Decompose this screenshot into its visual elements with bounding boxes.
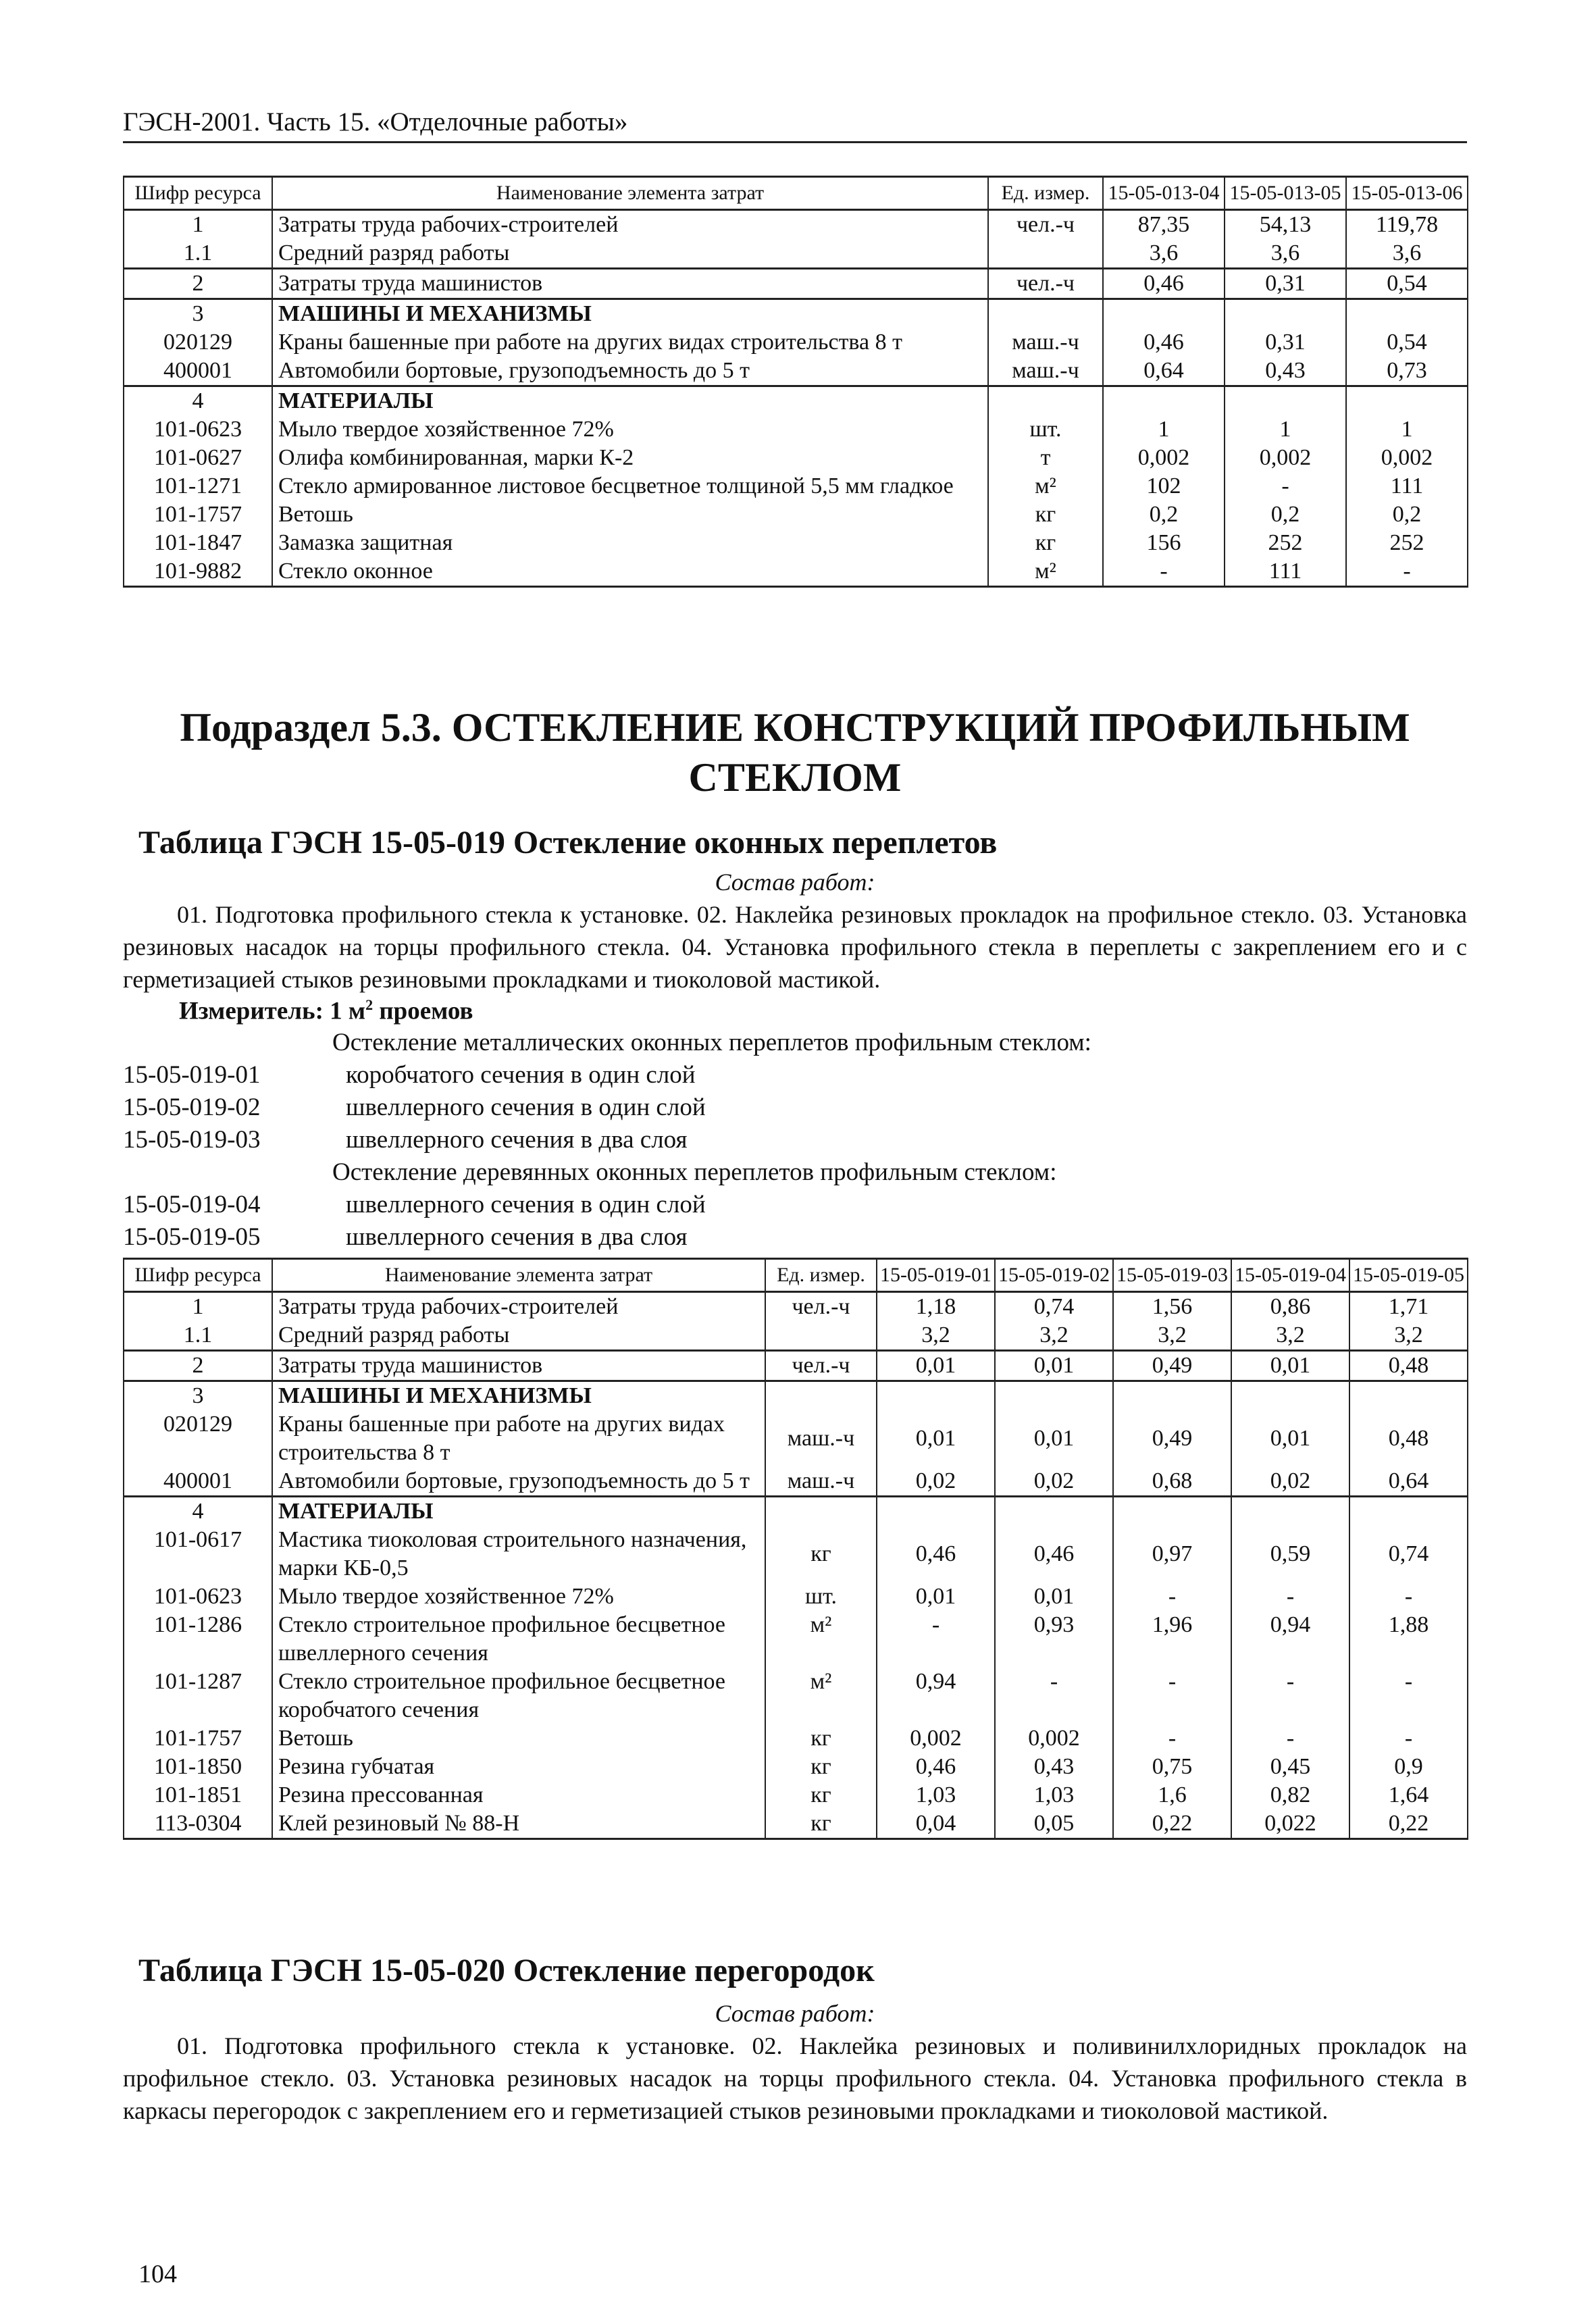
column-header: 15-05-019-02 xyxy=(995,1259,1113,1292)
column-header: Наименование элемента затрат xyxy=(272,1259,765,1292)
resource-code: 3 xyxy=(124,299,272,329)
table-row xyxy=(124,1321,1468,1351)
value-cell: 1,64 xyxy=(1349,1781,1468,1809)
resource-name: Ветошь xyxy=(272,1724,765,1753)
running-header: ГЭСН-2001. Часть 15. «Отделочные работы» xyxy=(123,107,1467,143)
column-header: 15-05-013-06 xyxy=(1346,177,1468,210)
resource-code: 2 xyxy=(124,1351,272,1381)
table-row xyxy=(124,1753,1468,1781)
unit-cell: маш.-ч xyxy=(988,328,1103,357)
norm-code: 15-05-019-05 xyxy=(123,1223,261,1251)
value-cell: - xyxy=(1231,1724,1349,1753)
value-cell: 1,18 xyxy=(877,1292,995,1322)
value-cell: 87,35 xyxy=(1103,210,1225,240)
resource-name: Клей резиновый № 88-Н xyxy=(272,1809,765,1839)
value-cell: 0,01 xyxy=(1231,1410,1349,1467)
value-cell: - xyxy=(1349,1668,1468,1724)
unit-cell: т xyxy=(988,444,1103,472)
value-cell: 111 xyxy=(1225,557,1346,587)
resource-name: Мыло твердое хозяйственное 72% xyxy=(272,415,988,444)
measure-suffix: проемов xyxy=(373,997,473,1025)
unit-cell: шт. xyxy=(988,415,1103,444)
value-cell: 0,73 xyxy=(1346,357,1468,386)
table-row xyxy=(124,386,1468,416)
table-row xyxy=(124,1410,1468,1467)
unit-cell: кг xyxy=(765,1781,877,1809)
norm-group-header: Остекление деревянных оконных переплетов профильным стеклом: xyxy=(332,1158,1057,1186)
resource-table-15-05-019 xyxy=(123,1258,1468,1840)
norm-text: швеллерного сечения в один слой xyxy=(346,1094,706,1121)
value-cell: 0,64 xyxy=(1103,357,1225,386)
table-row xyxy=(124,1497,1468,1526)
table-row xyxy=(124,1809,1468,1839)
table-row xyxy=(124,239,1468,269)
value-cell: - xyxy=(995,1668,1113,1724)
resource-name: Средний разряд работы xyxy=(272,1321,765,1351)
value-cell: 54,13 xyxy=(1225,210,1346,240)
value-cell: 1,71 xyxy=(1349,1292,1468,1322)
resource-code: 101-9882 xyxy=(124,557,272,587)
measure-sup: 2 xyxy=(365,996,374,1013)
column-header: 15-05-019-01 xyxy=(877,1259,995,1292)
resource-name: Стекло строительное профильное бесцветное швеллерного сечения xyxy=(272,1611,765,1668)
table-row xyxy=(124,472,1468,500)
value-cell: 156 xyxy=(1103,529,1225,557)
section-title: Подраздел 5.3. ОСТЕКЛЕНИЕ КОНСТРУКЦИЙ ПРОФИЛЬНЫМ СТЕКЛОМ xyxy=(180,705,1410,800)
unit-cell: м² xyxy=(988,472,1103,500)
table-row xyxy=(124,1668,1468,1724)
work-composition-text: 01. Подготовка профильного стекла к установке. 02. Наклейка резиновых прокладок на профильное стекло. 03. Установка резиновых насадок на торцы профильного стекла. 04. Установка профильного стекла в переплеты с закреплением его и с герметизацией стыков резиновыми прокладками и тиоколовой мастикой. xyxy=(123,901,1467,993)
table-row xyxy=(124,557,1468,587)
resource-name: Затраты труда машинистов xyxy=(272,269,988,299)
value-cell: - xyxy=(1349,1583,1468,1611)
resource-code: 1.1 xyxy=(124,1321,272,1351)
resource-name: Затраты труда рабочих-строителей xyxy=(272,1292,765,1322)
column-header: 15-05-019-03 xyxy=(1113,1259,1231,1292)
value-cell: 0,49 xyxy=(1113,1351,1231,1381)
resource-name: Стекло строительное профильное бесцветное коробчатого сечения xyxy=(272,1668,765,1724)
resource-code: 400001 xyxy=(124,357,272,386)
value-cell: 0,43 xyxy=(1225,357,1346,386)
resource-name: Средний разряд работы xyxy=(272,239,988,269)
resource-code: 101-0627 xyxy=(124,444,272,472)
value-cell: - xyxy=(1231,1583,1349,1611)
table-row xyxy=(124,299,1468,329)
resource-name: Стекло оконное xyxy=(272,557,988,587)
value-cell: 0,74 xyxy=(1349,1526,1468,1583)
value-cell: - xyxy=(1225,472,1346,500)
unit-cell: маш.-ч xyxy=(765,1410,877,1467)
value-cell: 0,46 xyxy=(877,1753,995,1781)
table-row xyxy=(124,1611,1468,1668)
value-cell: 0,002 xyxy=(1103,444,1225,472)
column-header: Наименование элемента затрат xyxy=(272,177,988,210)
value-cell: 0,54 xyxy=(1346,269,1468,299)
unit-cell: кг xyxy=(765,1526,877,1583)
value-cell: 0,01 xyxy=(995,1410,1113,1467)
table-row xyxy=(124,1724,1468,1753)
group-heading: МАШИНЫ И МЕХАНИЗМЫ xyxy=(272,299,988,329)
table-header-row xyxy=(124,1259,1468,1292)
resource-code: 101-0623 xyxy=(124,415,272,444)
resource-code: 1 xyxy=(124,210,272,240)
value-cell: 0,93 xyxy=(995,1611,1113,1668)
unit-cell: кг xyxy=(988,529,1103,557)
unit-cell xyxy=(765,1321,877,1351)
group-heading: МАТЕРИАЛЫ xyxy=(272,386,988,416)
value-cell: 0,48 xyxy=(1349,1351,1468,1381)
resource-code: 101-1271 xyxy=(124,472,272,500)
value-cell: 3,2 xyxy=(877,1321,995,1351)
table-row xyxy=(124,1467,1468,1497)
value-cell: 0,46 xyxy=(1103,269,1225,299)
column-header: 15-05-013-04 xyxy=(1103,177,1225,210)
value-cell: 0,31 xyxy=(1225,269,1346,299)
value-cell: 1 xyxy=(1225,415,1346,444)
column-header: Ед. измер. xyxy=(988,177,1103,210)
measure-prefix: Измеритель: 1 м xyxy=(179,997,366,1025)
resource-name: Стекло армированное листовое бесцветное толщиной 5,5 мм гладкое xyxy=(272,472,988,500)
column-header: Шифр ресурса xyxy=(124,177,272,210)
value-cell: 0,94 xyxy=(1231,1611,1349,1668)
norm-code: 15-05-019-03 xyxy=(123,1126,261,1154)
resource-code: 2 xyxy=(124,269,272,299)
unit-cell: чел.-ч xyxy=(988,269,1103,299)
resource-code: 400001 xyxy=(124,1467,272,1497)
value-cell: 0,002 xyxy=(877,1724,995,1753)
resource-name: Краны башенные при работе на других видах строительства 8 т xyxy=(272,328,988,357)
value-cell: 0,01 xyxy=(877,1410,995,1467)
column-header: 15-05-019-04 xyxy=(1231,1259,1349,1292)
value-cell: 0,2 xyxy=(1225,500,1346,529)
table-row xyxy=(124,1583,1468,1611)
table-row xyxy=(124,1292,1468,1322)
value-cell: 3,2 xyxy=(1113,1321,1231,1351)
value-cell: 1,6 xyxy=(1113,1781,1231,1809)
resource-name: Замазка защитная xyxy=(272,529,988,557)
value-cell: 0,94 xyxy=(877,1668,995,1724)
value-cell: 3,2 xyxy=(1349,1321,1468,1351)
value-cell: 0,54 xyxy=(1346,328,1468,357)
table-title: Таблица ГЭСН 15-05-020 Остекление перегородок xyxy=(138,1953,875,1988)
value-cell: 1,03 xyxy=(877,1781,995,1809)
resource-name: Затраты труда машинистов xyxy=(272,1351,765,1381)
value-cell: 1 xyxy=(1346,415,1468,444)
resource-code: 1.1 xyxy=(124,239,272,269)
unit-cell: шт. xyxy=(765,1583,877,1611)
value-cell: 0,9 xyxy=(1349,1753,1468,1781)
column-header: 15-05-019-05 xyxy=(1349,1259,1468,1292)
value-cell: 3,6 xyxy=(1103,239,1225,269)
value-cell: 0,82 xyxy=(1231,1781,1349,1809)
value-cell: 0,43 xyxy=(995,1753,1113,1781)
value-cell: - xyxy=(1231,1668,1349,1724)
norm-code: 15-05-019-04 xyxy=(123,1191,261,1218)
value-cell: 102 xyxy=(1103,472,1225,500)
column-header: 15-05-013-05 xyxy=(1225,177,1346,210)
resource-code: 4 xyxy=(124,1497,272,1526)
resource-code: 101-1851 xyxy=(124,1781,272,1809)
value-cell: 3,2 xyxy=(1231,1321,1349,1351)
table-row xyxy=(124,269,1468,299)
value-cell: 0,31 xyxy=(1225,328,1346,357)
value-cell: 119,78 xyxy=(1346,210,1468,240)
norm-text: швеллерного сечения в два слоя xyxy=(346,1126,688,1154)
value-cell: - xyxy=(1113,1668,1231,1724)
table-row xyxy=(124,415,1468,444)
value-cell: - xyxy=(1349,1724,1468,1753)
resource-code: 020129 xyxy=(124,328,272,357)
group-heading: МАТЕРИАЛЫ xyxy=(272,1497,765,1526)
table-row xyxy=(124,210,1468,240)
value-cell: - xyxy=(1113,1724,1231,1753)
value-cell: 111 xyxy=(1346,472,1468,500)
unit-cell: м² xyxy=(765,1611,877,1668)
resource-code: 101-0617 xyxy=(124,1526,272,1583)
resource-code: 020129 xyxy=(124,1410,272,1467)
value-cell: 0,49 xyxy=(1113,1410,1231,1467)
norm-group-header: Остекление металлических оконных переплетов профильным стеклом: xyxy=(332,1029,1091,1056)
unit-cell: м² xyxy=(765,1668,877,1724)
unit-cell: маш.-ч xyxy=(988,357,1103,386)
value-cell: 0,97 xyxy=(1113,1526,1231,1583)
resource-code: 101-1757 xyxy=(124,1724,272,1753)
value-cell: 1 xyxy=(1103,415,1225,444)
norm-item xyxy=(123,1221,1467,1254)
resource-code: 3 xyxy=(124,1381,272,1411)
norm-text: коробчатого сечения в один слой xyxy=(346,1061,696,1089)
resource-code: 1 xyxy=(124,1292,272,1322)
unit-cell: чел.-ч xyxy=(988,210,1103,240)
value-cell: 1,88 xyxy=(1349,1611,1468,1668)
value-cell: 0,22 xyxy=(1349,1809,1468,1839)
value-cell: 0,59 xyxy=(1231,1526,1349,1583)
value-cell: 252 xyxy=(1346,529,1468,557)
value-cell: 0,02 xyxy=(877,1467,995,1497)
resource-code: 101-0623 xyxy=(124,1583,272,1611)
resource-name: Ветошь xyxy=(272,500,988,529)
value-cell: 0,22 xyxy=(1113,1809,1231,1839)
value-cell: 0,02 xyxy=(995,1467,1113,1497)
work-composition-label: Состав работ: xyxy=(715,869,875,896)
resource-name: Резина прессованная xyxy=(272,1781,765,1809)
value-cell: - xyxy=(1346,557,1468,587)
value-cell: 1,96 xyxy=(1113,1611,1231,1668)
resource-code: 101-1757 xyxy=(124,500,272,529)
value-cell: - xyxy=(1103,557,1225,587)
resource-name: Затраты труда рабочих-строителей xyxy=(272,210,988,240)
resource-code: 101-1850 xyxy=(124,1753,272,1781)
value-cell: 0,75 xyxy=(1113,1753,1231,1781)
value-cell: - xyxy=(877,1611,995,1668)
value-cell: 0,04 xyxy=(877,1809,995,1839)
value-cell: 0,46 xyxy=(877,1526,995,1583)
column-header: Шифр ресурса xyxy=(124,1259,272,1292)
value-cell: 3,6 xyxy=(1225,239,1346,269)
value-cell: 0,45 xyxy=(1231,1753,1349,1781)
norm-list xyxy=(123,1027,1467,1254)
value-cell: 1,56 xyxy=(1113,1292,1231,1322)
measure-unit xyxy=(179,996,473,1025)
norm-text: швеллерного сечения в два слоя xyxy=(346,1223,688,1251)
resource-name: Автомобили бортовые, грузоподъемность до 5 т xyxy=(272,1467,765,1497)
value-cell: 0,64 xyxy=(1349,1467,1468,1497)
table-row xyxy=(124,328,1468,357)
norm-text: швеллерного сечения в один слой xyxy=(346,1191,706,1218)
value-cell: 0,02 xyxy=(1231,1467,1349,1497)
value-cell: 252 xyxy=(1225,529,1346,557)
resource-code: 113-0304 xyxy=(124,1809,272,1839)
resource-name: Мастика тиоколовая строительного назначения, марки КБ-0,5 xyxy=(272,1526,765,1583)
table-title: Таблица ГЭСН 15-05-019 Остекление оконных переплетов xyxy=(138,825,998,860)
table-row xyxy=(124,444,1468,472)
resource-name: Резина губчатая xyxy=(272,1753,765,1781)
norm-item xyxy=(123,1091,1467,1124)
table-header-row xyxy=(124,177,1468,210)
table-row xyxy=(124,529,1468,557)
value-cell: 0,2 xyxy=(1346,500,1468,529)
work-composition-text: 01. Подготовка профильного стекла к установке. 02. Наклейка резиновых и поливинилхлоридных прокладок на профильное стекло. 03. Установка резиновых насадок на торцы профильного стекла. 04. Установка профильного стекла в каркасы перегородок с закреплением его и герметизацией стыков резиновыми прокладками и тиоколовой мастикой. xyxy=(123,2032,1467,2124)
value-cell: 0,01 xyxy=(877,1583,995,1611)
resource-code: 101-1847 xyxy=(124,529,272,557)
table-row xyxy=(124,1351,1468,1381)
norm-item xyxy=(123,1059,1467,1091)
value-cell: 0,05 xyxy=(995,1809,1113,1839)
value-cell: 0,86 xyxy=(1231,1292,1349,1322)
resource-code: 101-1287 xyxy=(124,1668,272,1724)
value-cell: 0,01 xyxy=(995,1583,1113,1611)
unit-cell xyxy=(988,239,1103,269)
unit-cell: м² xyxy=(988,557,1103,587)
value-cell: 3,2 xyxy=(995,1321,1113,1351)
value-cell: 0,48 xyxy=(1349,1410,1468,1467)
unit-cell: чел.-ч xyxy=(765,1351,877,1381)
value-cell: 1,03 xyxy=(995,1781,1113,1809)
norm-code: 15-05-019-01 xyxy=(123,1061,261,1089)
value-cell: 0,002 xyxy=(1225,444,1346,472)
table-row xyxy=(124,357,1468,386)
table-row xyxy=(124,500,1468,529)
unit-cell: маш.-ч xyxy=(765,1467,877,1497)
value-cell: 0,002 xyxy=(1346,444,1468,472)
value-cell: 0,2 xyxy=(1103,500,1225,529)
value-cell: 0,01 xyxy=(877,1351,995,1381)
table-row xyxy=(124,1381,1468,1411)
value-cell: 0,022 xyxy=(1231,1809,1349,1839)
value-cell: 0,01 xyxy=(995,1351,1113,1381)
value-cell: 0,74 xyxy=(995,1292,1113,1322)
table-row xyxy=(124,1781,1468,1809)
unit-cell: кг xyxy=(765,1753,877,1781)
value-cell: 0,002 xyxy=(995,1724,1113,1753)
page-number: 104 xyxy=(138,2260,177,2288)
unit-cell: кг xyxy=(765,1724,877,1753)
column-header: Ед. измер. xyxy=(765,1259,877,1292)
value-cell: 0,46 xyxy=(1103,328,1225,357)
resource-name: Краны башенные при работе на других видах строительства 8 т xyxy=(272,1410,765,1467)
table-row xyxy=(124,1526,1468,1583)
resource-name: Олифа комбинированная, марки К-2 xyxy=(272,444,988,472)
norm-code: 15-05-019-02 xyxy=(123,1094,261,1121)
unit-cell: кг xyxy=(988,500,1103,529)
value-cell: 0,46 xyxy=(995,1526,1113,1583)
resource-name: Мыло твердое хозяйственное 72% xyxy=(272,1583,765,1611)
value-cell: 0,68 xyxy=(1113,1467,1231,1497)
work-composition-label: Состав работ: xyxy=(715,2000,875,2027)
group-heading: МАШИНЫ И МЕХАНИЗМЫ xyxy=(272,1381,765,1411)
value-cell: - xyxy=(1113,1583,1231,1611)
resource-code: 4 xyxy=(124,386,272,416)
resource-code: 101-1286 xyxy=(124,1611,272,1668)
norm-item xyxy=(123,1124,1467,1156)
value-cell: 0,01 xyxy=(1231,1351,1349,1381)
unit-cell: чел.-ч xyxy=(765,1292,877,1322)
value-cell: 3,6 xyxy=(1346,239,1468,269)
resource-table-15-05-013 xyxy=(123,176,1468,588)
unit-cell: кг xyxy=(765,1809,877,1839)
resource-name: Автомобили бортовые, грузоподъемность до 5 т xyxy=(272,357,988,386)
norm-item xyxy=(123,1189,1467,1221)
